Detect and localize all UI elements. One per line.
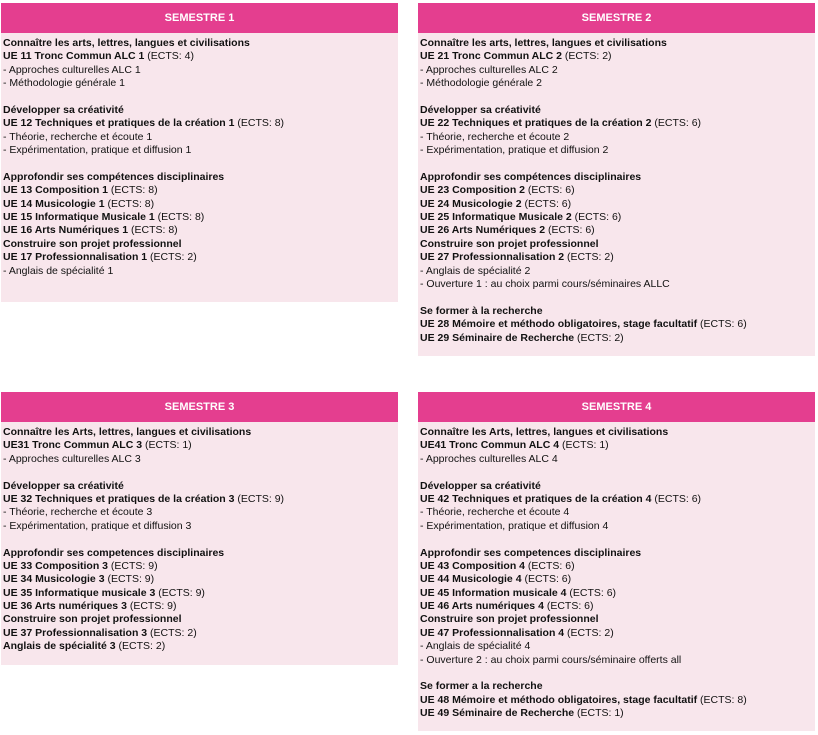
ue-ects: (ECTS: 6) xyxy=(651,492,702,505)
ue-ects: (ECTS: 9) xyxy=(155,586,205,599)
ue-line xyxy=(420,439,812,452)
spacer xyxy=(3,466,395,479)
ue-line xyxy=(3,224,395,237)
ue-line xyxy=(420,573,812,586)
list-item: - Méthodologie générale 1 xyxy=(3,77,126,90)
ue-ects: (ECTS: 8) xyxy=(234,117,285,130)
ue-line xyxy=(3,600,395,613)
spacer xyxy=(3,158,395,171)
section-heading: Connaître les Arts, lettres, langues et civilisations xyxy=(3,426,252,438)
ue-title: UE 17 Professionnalisation 1 xyxy=(3,251,148,264)
ue-line xyxy=(3,560,395,573)
list-item: - Théorie, recherche et écoute 1 xyxy=(3,130,153,143)
ue-ects: (ECTS: 2) xyxy=(147,626,197,639)
ue-line xyxy=(420,560,812,573)
ue-line xyxy=(420,198,812,211)
list-item: - Expérimentation, pratique et diffusion 3 xyxy=(3,519,192,532)
section-heading: Construire son projet professionnel xyxy=(3,237,182,250)
ue-title: UE 36 Arts numériques 3 xyxy=(3,600,127,613)
ue-ects: (ECTS: 9) xyxy=(108,559,158,572)
ue-ects: (ECTS: 6) xyxy=(525,559,575,572)
ue-title: UE 21 Tronc Commun ALC 2 xyxy=(420,50,562,63)
list-item: - Anglais de spécialité 4 xyxy=(420,640,531,653)
ue-line xyxy=(3,573,395,586)
spacer xyxy=(3,533,395,546)
list-item: - Approches culturelles ALC 3 xyxy=(3,452,141,465)
ue-title: UE 32 Techniques et pratiques de la création 3 xyxy=(3,492,235,505)
ue-ects: (ECTS: 6) xyxy=(566,586,617,599)
spacer xyxy=(420,533,812,546)
list-item: - Théorie, recherche et écoute 3 xyxy=(3,506,153,519)
section-heading: Approfondir ses compétences disciplinaires xyxy=(420,170,642,183)
list-item: - Théorie, recherche et écoute 2 xyxy=(420,130,570,143)
list-item: - Expérimentation, pratique et diffusion 4 xyxy=(420,519,609,532)
spacer xyxy=(420,667,812,680)
ue-title: UE 34 Musicologie 3 xyxy=(3,573,105,586)
ue-ects: (ECTS: 2) xyxy=(574,331,624,344)
list-item: - Approches culturelles ALC 2 xyxy=(420,63,558,76)
ue-title: UE 16 Arts Numériques 1 xyxy=(3,224,129,237)
ue-line xyxy=(3,439,395,452)
ue-ects: (ECTS: 8) xyxy=(128,224,178,237)
ue-ects: (ECTS: 9) xyxy=(104,573,155,586)
spacer xyxy=(3,91,395,104)
ue-title: UE 49 Séminaire de Recherche xyxy=(420,707,575,720)
ue-line xyxy=(420,50,812,63)
ue-title: UE 14 Musicologie 1 xyxy=(3,197,105,210)
section-heading: Construire son projet professionnel xyxy=(3,613,182,626)
semester-3-card xyxy=(1,392,398,665)
section-heading: Approfondir ses compétences disciplinaires xyxy=(3,170,225,183)
ue-ects: (ECTS: 6) xyxy=(571,211,622,224)
ue-ects: (ECTS: 6) xyxy=(651,117,702,130)
ue-line xyxy=(3,50,395,63)
list-item: - Ouverture 1 : au choix parmi cours/séminaires ALLC xyxy=(420,278,670,291)
ue-line xyxy=(3,251,395,264)
ue-title: UE31 Tronc Commun ALC 3 xyxy=(3,439,143,452)
section-heading: Se former à la recherche xyxy=(420,304,543,317)
section-heading: Développer sa créativité xyxy=(3,479,124,492)
ue-title: UE 48 Mémoire et méthodo obligatoires, stage facultatif xyxy=(420,693,698,706)
ue-title: UE41 Tronc Commun ALC 4 xyxy=(420,439,560,452)
semester-2-card xyxy=(418,3,815,356)
ue-line xyxy=(420,600,812,613)
ue-title: UE 29 Séminaire de Recherche xyxy=(420,331,575,344)
ue-title: UE 46 Arts numériques 4 xyxy=(420,600,544,613)
semester-4-body xyxy=(418,422,815,721)
ue-line xyxy=(3,640,395,653)
ue-ects: (ECTS: 8) xyxy=(104,197,155,210)
spacer xyxy=(420,291,812,304)
section-heading: Développer sa créativité xyxy=(420,479,541,492)
ue-title: UE 12 Techniques et pratiques de la création 1 xyxy=(3,117,235,130)
ue-ects: (ECTS: 4) xyxy=(144,50,194,63)
list-item: - Anglais de spécialité 2 xyxy=(420,264,531,277)
ue-title: UE 44 Musicologie 4 xyxy=(420,573,522,586)
ue-ects: (ECTS: 6) xyxy=(697,318,747,331)
ue-ects: (ECTS: 6) xyxy=(521,573,572,586)
list-item: - Théorie, recherche et écoute 4 xyxy=(420,506,570,519)
semester-4-card xyxy=(418,392,815,731)
ue-line xyxy=(420,694,812,707)
ue-ects: (ECTS: 1) xyxy=(574,707,624,720)
ue-ects: (ECTS: 6) xyxy=(545,224,595,237)
ue-line xyxy=(3,587,395,600)
ue-ects: (ECTS: 2) xyxy=(115,640,166,653)
ue-ects: (ECTS: 2) xyxy=(564,251,614,264)
ue-title: UE 47 Professionnalisation 4 xyxy=(420,626,565,639)
ue-ects: (ECTS: 1) xyxy=(559,439,609,452)
list-item: - Expérimentation, pratique et diffusion 1 xyxy=(3,144,192,157)
ue-line xyxy=(3,627,395,640)
semester-4-header: SEMESTRE 4 xyxy=(418,392,815,422)
ue-title: UE 23 Composition 2 xyxy=(420,184,526,197)
ue-line xyxy=(3,117,395,130)
ue-ects: (ECTS: 8) xyxy=(108,184,158,197)
semester-3-header: SEMESTRE 3 xyxy=(1,392,398,422)
ue-title: UE 35 Informatique musicale 3 xyxy=(3,586,156,599)
ue-ects: (ECTS: 9) xyxy=(234,492,285,505)
ue-ects: (ECTS: 1) xyxy=(142,439,192,452)
section-heading: Connaître les arts, lettres, langues et civilisations xyxy=(420,37,667,49)
ue-line xyxy=(420,184,812,197)
ue-title: UE 26 Arts Numériques 2 xyxy=(420,224,546,237)
section-heading: Construire son projet professionnel xyxy=(420,237,599,250)
section-heading: Développer sa créativité xyxy=(420,103,541,116)
ue-title: UE 24 Musicologie 2 xyxy=(420,197,522,210)
semester-1-header: SEMESTRE 1 xyxy=(1,3,398,33)
section-heading: Développer sa créativité xyxy=(3,103,124,116)
list-item: - Approches culturelles ALC 1 xyxy=(3,63,141,76)
ue-line xyxy=(420,493,812,506)
spacer xyxy=(420,91,812,104)
ue-ects: (ECTS: 2) xyxy=(561,50,612,63)
ue-ects: (ECTS: 2) xyxy=(147,251,197,264)
ue-title: Anglais de spécialité 3 xyxy=(3,640,116,653)
spacer xyxy=(420,466,812,479)
section-heading: Se former a la recherche xyxy=(420,680,543,693)
ue-ects: (ECTS: 8) xyxy=(697,693,747,706)
ue-line xyxy=(3,198,395,211)
ue-line xyxy=(3,211,395,224)
spacer xyxy=(420,158,812,171)
list-item: - Anglais de spécialité 1 xyxy=(3,264,114,277)
ue-title: UE 13 Composition 1 xyxy=(3,184,109,197)
section-heading: Approfondir ses competences disciplinaires xyxy=(3,546,225,559)
ue-ects: (ECTS: 6) xyxy=(525,184,575,197)
ue-title: UE 27 Professionnalisation 2 xyxy=(420,251,565,264)
ue-ects: (ECTS: 2) xyxy=(564,626,614,639)
ue-line xyxy=(420,211,812,224)
list-item: - Expérimentation, pratique et diffusion 2 xyxy=(420,144,609,157)
section-heading: Connaître les arts, lettres, langues et civilisations xyxy=(3,37,250,49)
ue-line xyxy=(420,224,812,237)
ue-title: UE 11 Tronc Commun ALC 1 xyxy=(3,50,145,63)
ue-line xyxy=(3,184,395,197)
semester-1-card xyxy=(1,3,398,302)
section-heading: Approfondir ses competences disciplinaires xyxy=(420,546,642,559)
ue-line xyxy=(420,251,812,264)
ue-line xyxy=(420,332,812,345)
ue-ects: (ECTS: 6) xyxy=(521,197,572,210)
semester-2-header: SEMESTRE 2 xyxy=(418,3,815,33)
list-item: - Ouverture 2 : au choix parmi cours/séminaire offerts all xyxy=(420,653,682,666)
ue-line xyxy=(420,117,812,130)
ue-line xyxy=(420,707,812,720)
ue-title: UE 15 Informatique Musicale 1 xyxy=(3,211,155,224)
semester-2-body xyxy=(418,33,815,345)
ue-ects: (ECTS: 8) xyxy=(154,211,205,224)
ue-title: UE 37 Professionnalisation 3 xyxy=(3,626,148,639)
ue-title: UE 28 Mémoire et méthodo obligatoires, stage facultatif xyxy=(420,318,698,331)
ue-line xyxy=(420,587,812,600)
ue-line xyxy=(420,318,812,331)
ue-title: UE 42 Techniques et pratiques de la création 4 xyxy=(420,492,652,505)
semester-3-body xyxy=(1,422,398,654)
ue-title: UE 33 Composition 3 xyxy=(3,559,109,572)
ue-title: UE 43 Composition 4 xyxy=(420,559,526,572)
ue-title: UE 45 Information musicale 4 xyxy=(420,586,567,599)
section-heading: Construire son projet professionnel xyxy=(420,613,599,626)
ue-ects: (ECTS: 6) xyxy=(543,600,594,613)
section-heading: Connaître les Arts, lettres, langues et civilisations xyxy=(420,426,669,438)
ue-title: UE 25 Informatique Musicale 2 xyxy=(420,211,572,224)
ue-title: UE 22 Techniques et pratiques de la création 2 xyxy=(420,117,652,130)
list-item: - Approches culturelles ALC 4 xyxy=(420,452,558,465)
semester-1-body xyxy=(1,33,398,278)
ue-ects: (ECTS: 9) xyxy=(126,600,177,613)
ue-line xyxy=(420,627,812,640)
list-item: - Méthodologie générale 2 xyxy=(420,77,543,90)
ue-line xyxy=(3,493,395,506)
